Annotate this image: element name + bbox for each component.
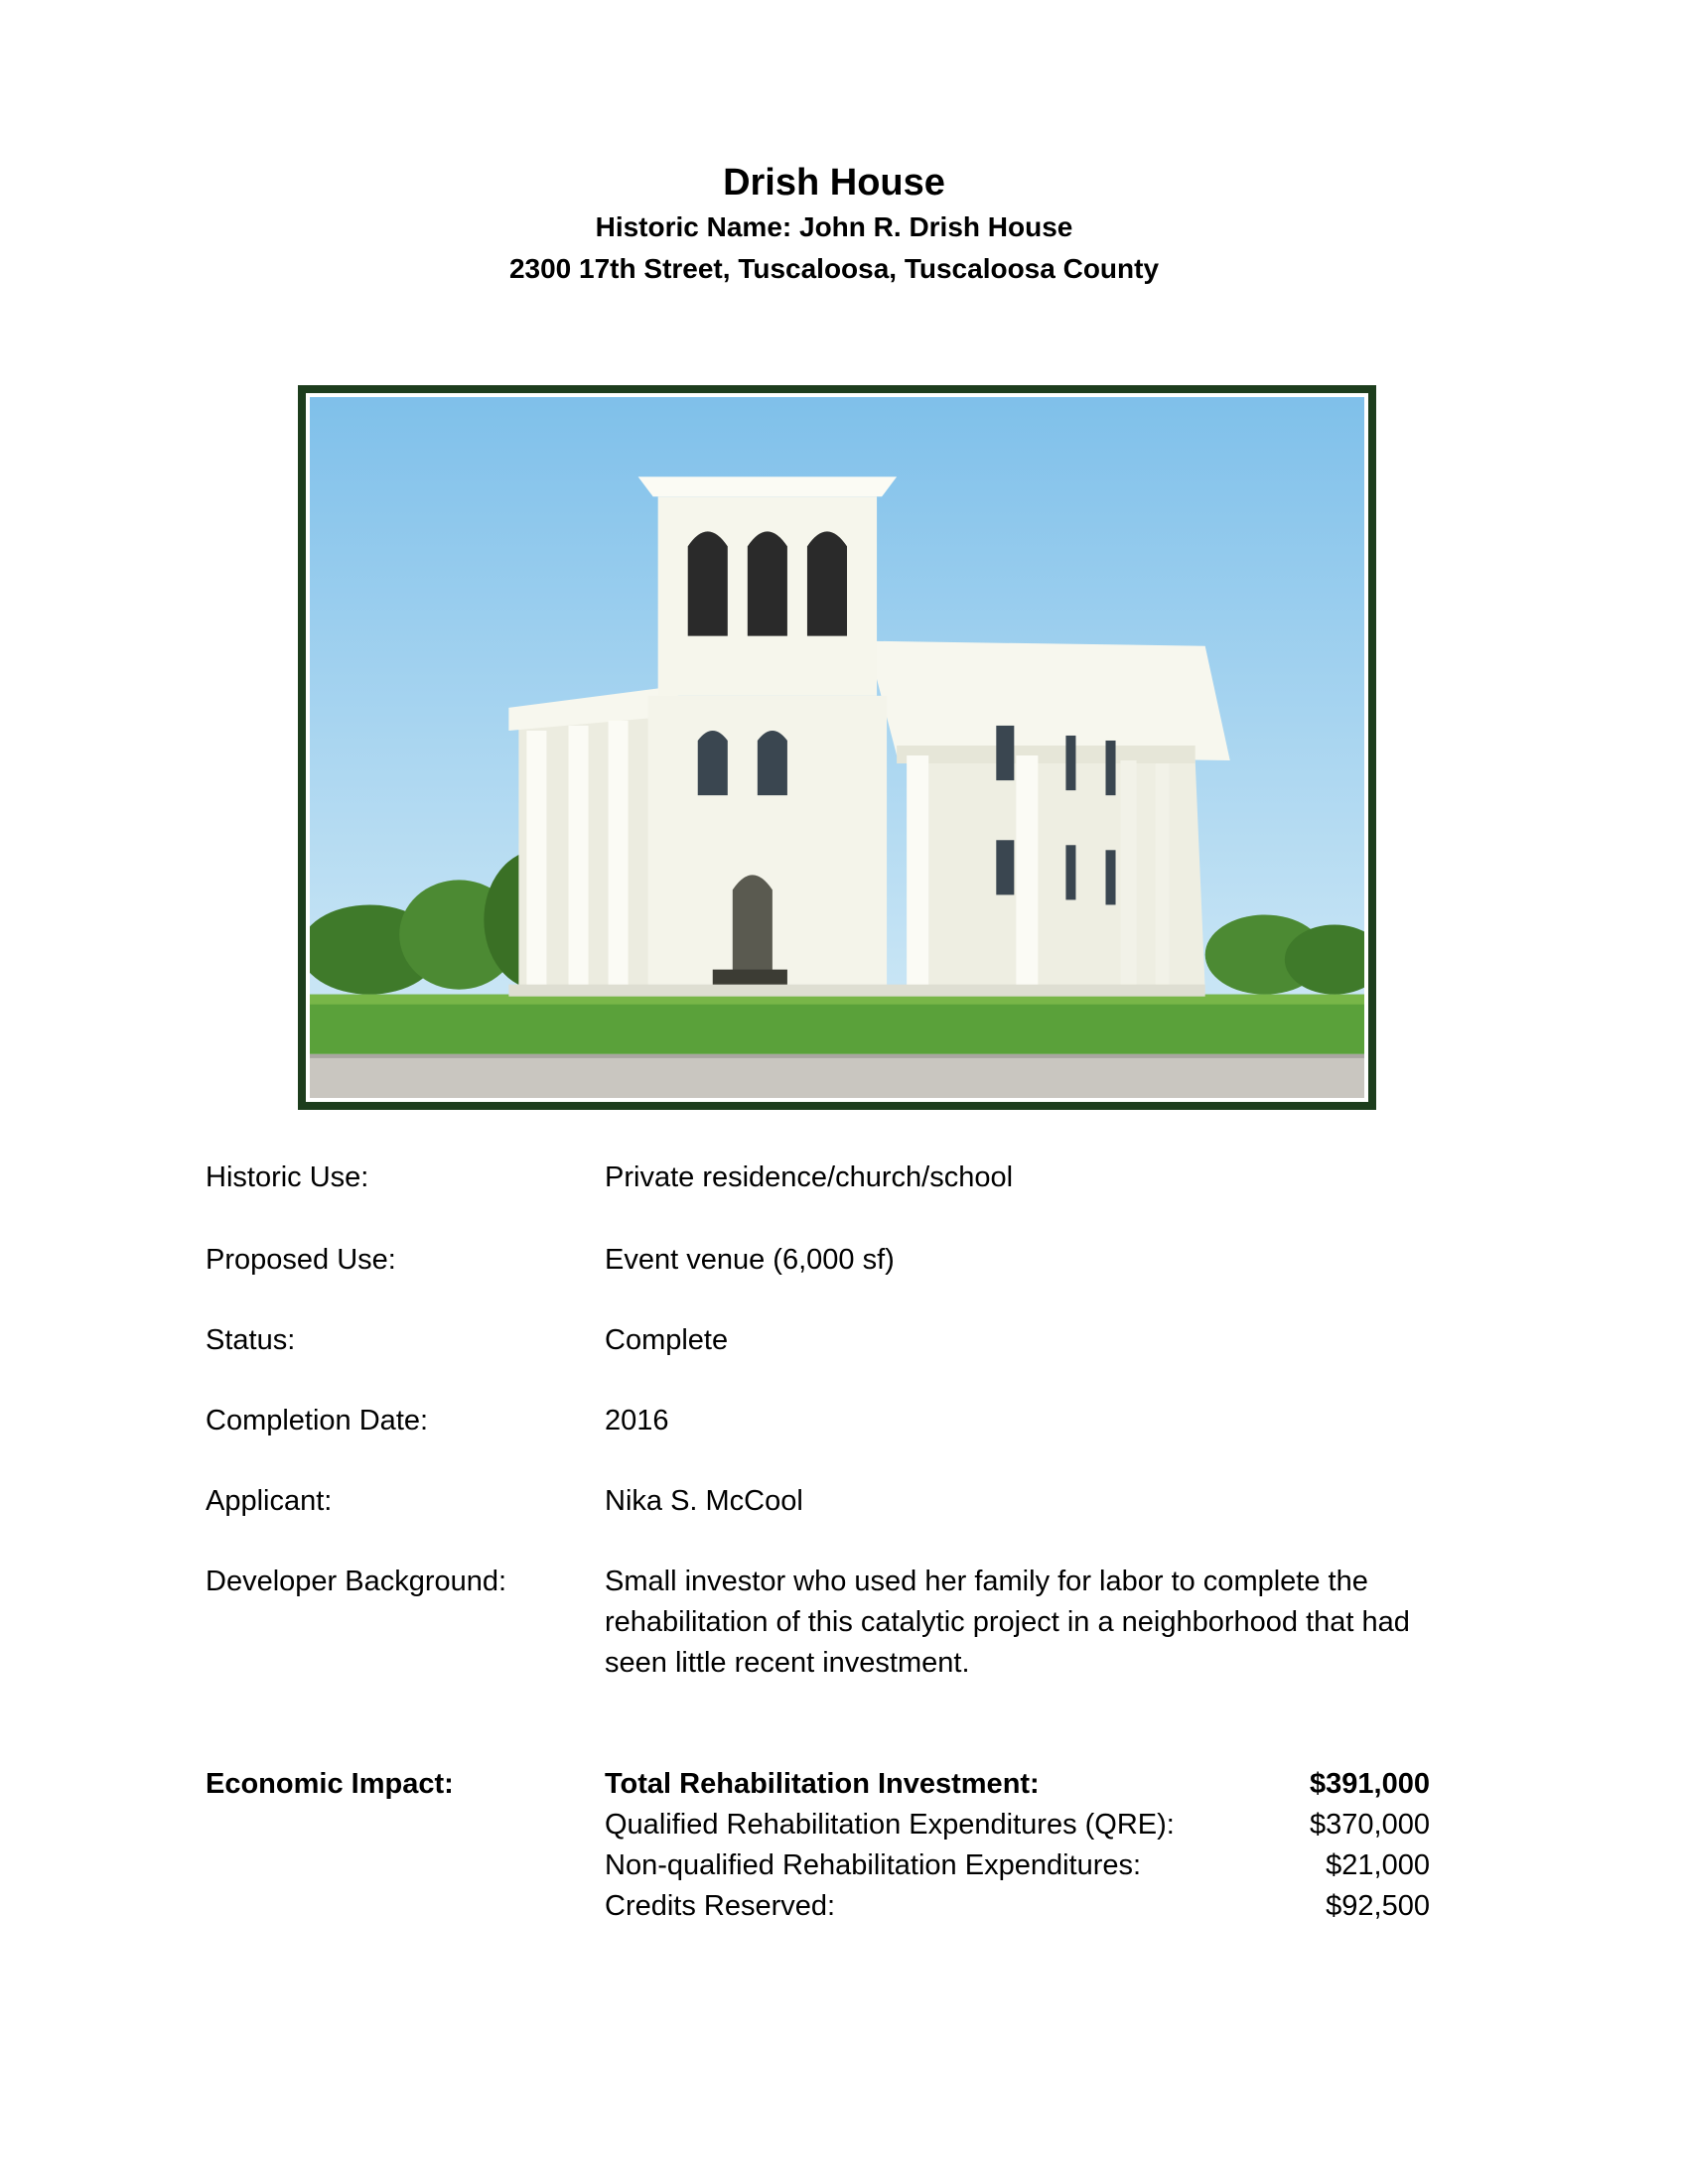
impact-row-amount: $21,000 [1326,1849,1430,1881]
status-value: Complete [605,1324,729,1356]
applicant-value: Nika S. McCool [605,1485,803,1517]
developer-background-line-3: seen little recent investment. [605,1647,970,1679]
historic-name: Historic Name: John R. Drish House [595,211,1073,242]
impact-row-amount: $391,000 [1310,1768,1430,1800]
economic-impact-label: Economic Impact: [206,1768,454,1800]
document-header [0,159,1668,290]
impact-row-amount: $92,500 [1326,1890,1430,1922]
applicant-label: Applicant: [206,1485,333,1517]
developer-background-line-1: Small investor who used her family for labor to complete the [605,1566,1368,1597]
historic-use-label: Historic Use: [206,1161,369,1193]
completion-date-label: Completion Date: [206,1405,429,1436]
historic-use-value: Private residence/church/school [605,1161,1014,1193]
proposed-use-label: Proposed Use: [206,1244,396,1276]
proposed-use-value: Event venue (6,000 sf) [605,1244,895,1276]
impact-row-label: Total Rehabilitation Investment: [605,1768,1040,1800]
drish-house-photo [306,393,1368,1102]
impact-row-label: Qualified Rehabilitation Expenditures (QRE): [605,1809,1175,1841]
house-illustration [310,397,1364,1098]
impact-row-label: Credits Reserved: [605,1890,836,1922]
page-title: Drish House [723,162,945,204]
completion-date-value: 2016 [605,1405,669,1436]
photo-frame [298,385,1376,1110]
status-label: Status: [206,1324,296,1356]
address: 2300 17th Street, Tuscaloosa, Tuscaloosa County [508,253,1160,284]
impact-row-amount: $370,000 [1310,1809,1430,1841]
impact-row-label: Non-qualified Rehabilitation Expenditures: [605,1849,1142,1881]
developer-background-line-2: rehabilitation of this catalytic project in a neighborhood that had [605,1606,1410,1638]
developer-background-label: Developer Background: [206,1566,507,1597]
